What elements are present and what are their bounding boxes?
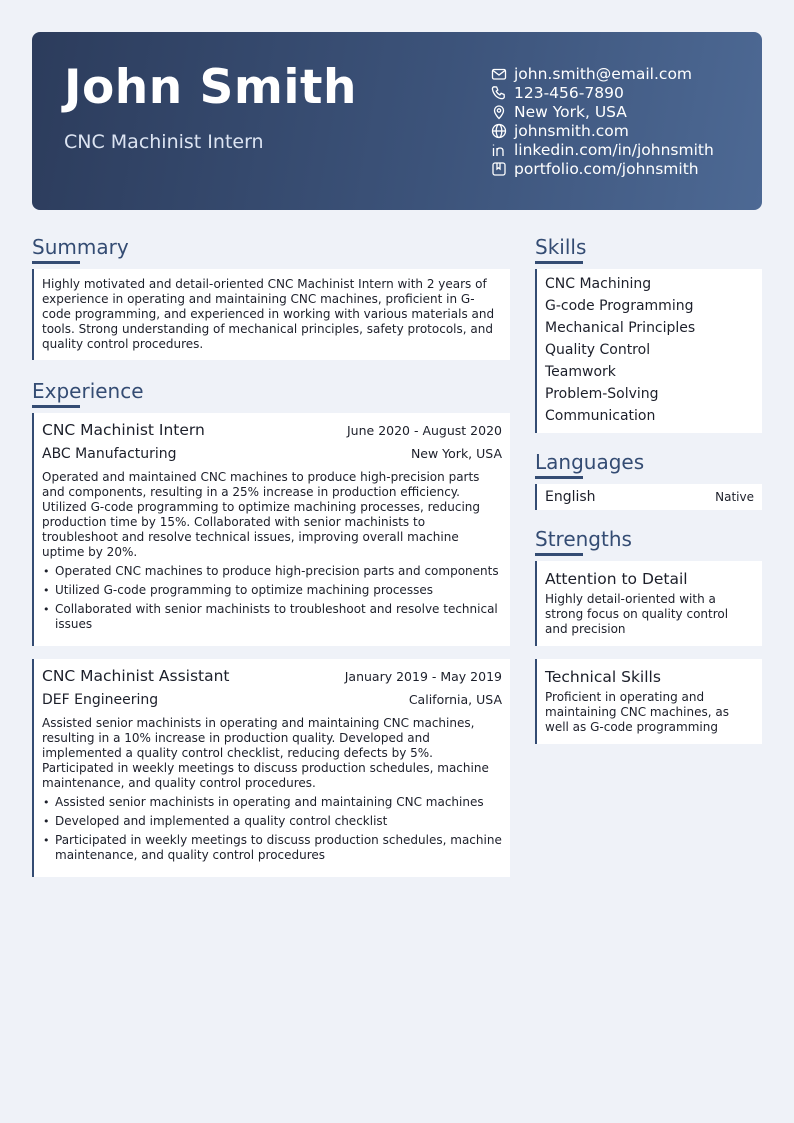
contact-website-text: johnsmith.com xyxy=(514,121,629,140)
experience-section xyxy=(32,378,510,877)
job-bullets xyxy=(42,795,502,863)
contact-portfolio[interactable] xyxy=(490,159,714,178)
list-item: • Utilized G-code programming to optimize machining processes xyxy=(42,583,502,598)
languages-heading: Languages xyxy=(535,450,645,474)
section-underline xyxy=(535,553,583,556)
skill-item: Teamwork xyxy=(545,364,616,380)
globe-icon xyxy=(490,122,508,140)
list-item: • Assisted senior machinists in operating and maintaining CNC machines xyxy=(42,795,502,810)
summary-card xyxy=(32,269,510,360)
list-item: • Collaborated with senior machinists to troubleshoot and resolve technical issues xyxy=(42,602,502,632)
job-company: DEF Engineering xyxy=(42,692,159,708)
section-underline xyxy=(535,476,583,479)
contact-linkedin[interactable] xyxy=(490,140,714,159)
linkedin-icon xyxy=(490,141,508,159)
contact-email[interactable] xyxy=(490,64,714,83)
job-title: CNC Machinist Intern xyxy=(42,421,205,439)
skill-item: Communication xyxy=(545,408,656,424)
main-column xyxy=(32,234,510,890)
job-description: Assisted senior machinists in operating and maintaining CNC machines, resulting in a 10% increase in production quality. Developed and implemented a quality control checklist, reducing defects by 5%. Participated in weekly meetings to discuss production schedules, machine maintenance, and quality control procedures. xyxy=(42,716,489,790)
job-description: Operated and maintained CNC machines to produce high-precision parts and components, resulting in a 25% increase in production efficiency. Utilized G-code programming to optimize machining processes, reducing production time by 15%. Collaborated with senior machinists to troubleshoot and resolve technical issues, improving overall machine uptime by 20%. xyxy=(42,470,481,559)
contact-linkedin-text: linkedin.com/in/johnsmith xyxy=(514,140,714,159)
strength-card xyxy=(535,659,762,744)
strength-description: Highly detail-oriented with a strong focus on quality control and precision xyxy=(545,592,729,636)
skills-card xyxy=(535,269,762,433)
strength-card xyxy=(535,561,762,646)
contact-list xyxy=(490,64,714,178)
skills-section xyxy=(535,234,762,433)
location-pin-icon xyxy=(490,103,508,121)
job-dates: January 2019 - May 2019 xyxy=(344,669,502,684)
language-item xyxy=(535,484,762,510)
job-entry xyxy=(32,659,510,877)
list-item: • Participated in weekly meetings to discuss production schedules, machine maintenance, and quality control procedures xyxy=(42,833,502,863)
skill-item: G-code Programming xyxy=(545,298,694,314)
contact-website[interactable] xyxy=(490,121,714,140)
experience-heading: Experience xyxy=(32,379,144,403)
languages-section xyxy=(535,449,762,510)
skill-item: Problem-Solving xyxy=(545,386,659,402)
language-name: English xyxy=(545,489,596,505)
job-title: CNC Machinist Assistant xyxy=(42,667,230,685)
skills-heading: Skills xyxy=(535,235,587,259)
job-bullets xyxy=(42,564,502,632)
strengths-section xyxy=(535,526,762,744)
contact-email-text: john.smith@email.com xyxy=(514,64,693,83)
language-level: Native xyxy=(715,490,754,504)
summary-section xyxy=(32,234,510,360)
section-underline xyxy=(32,405,80,408)
section-underline xyxy=(535,261,583,264)
contact-location-text: New York, USA xyxy=(514,102,627,121)
candidate-name: John Smith xyxy=(64,60,357,115)
strength-title: Attention to Detail xyxy=(545,570,688,588)
skill-item: Quality Control xyxy=(545,342,651,358)
job-dates: June 2020 - August 2020 xyxy=(347,423,502,438)
list-item: • Operated CNC machines to produce high-precision parts and components xyxy=(42,564,502,579)
job-location: New York, USA xyxy=(410,446,502,461)
skill-item: CNC Machining xyxy=(545,276,652,292)
skill-item: Mechanical Principles xyxy=(545,320,696,336)
phone-icon xyxy=(490,84,508,102)
list-item: • Developed and implemented a quality control checklist xyxy=(42,814,502,829)
section-underline xyxy=(32,261,80,264)
summary-heading: Summary xyxy=(32,235,129,259)
portfolio-icon xyxy=(490,160,508,178)
contact-location xyxy=(490,102,714,121)
strength-description: Proficient in operating and maintaining CNC machines, as well as G-code programming xyxy=(545,690,729,734)
strengths-heading: Strengths xyxy=(535,527,632,551)
contact-phone-text: 123-456-7890 xyxy=(514,83,624,102)
contact-phone[interactable] xyxy=(490,83,714,102)
resume-header xyxy=(32,32,762,210)
contact-portfolio-text: portfolio.com/johnsmith xyxy=(514,159,699,178)
job-entry xyxy=(32,413,510,646)
candidate-title: CNC Machinist Intern xyxy=(64,131,264,153)
job-location: California, USA xyxy=(408,692,502,707)
email-icon xyxy=(490,65,508,83)
side-column xyxy=(535,234,762,757)
strength-title: Technical Skills xyxy=(545,668,661,686)
summary-text: Highly motivated and detail-oriented CNC Machinist Intern with 2 years of experience in operating and maintaining CNC machines, proficient in G-code programming, and experienced in working with various materials and tools. Strong understanding of mechanical principles, safety protocols, and quality control procedures. xyxy=(42,277,495,351)
job-company: ABC Manufacturing xyxy=(42,446,177,462)
